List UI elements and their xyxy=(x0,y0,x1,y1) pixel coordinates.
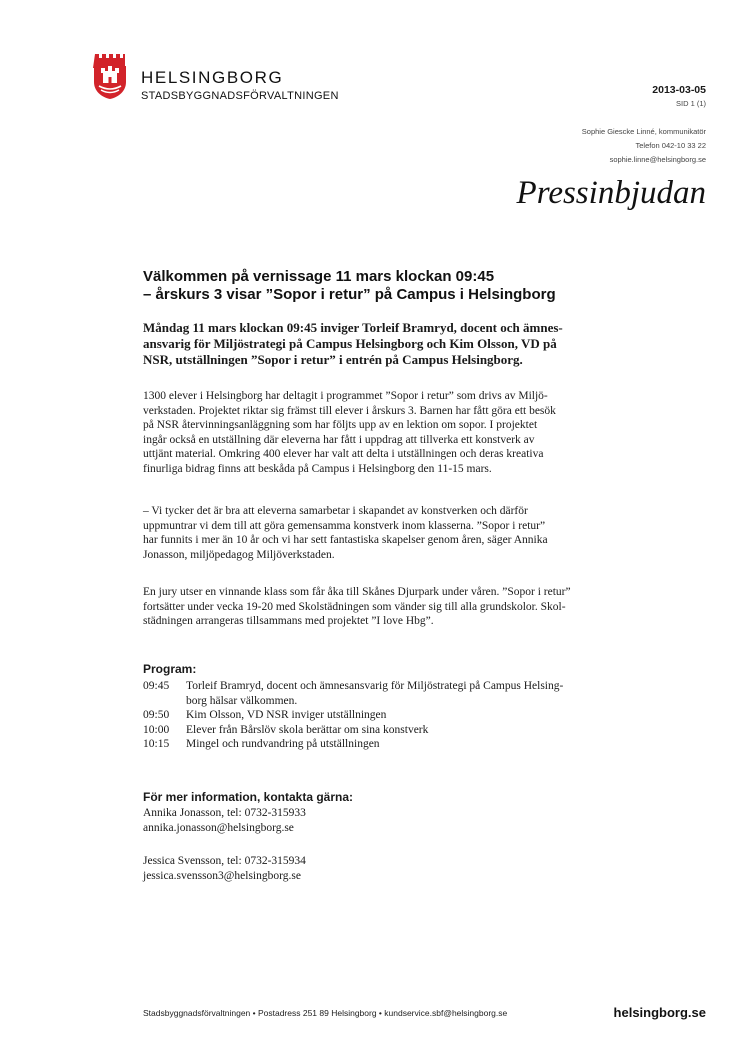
paragraph-line: har funnits i mer än 10 år och vi har sett fantastiska skapelser genom åren, säger Annika xyxy=(143,534,548,546)
program-item xyxy=(143,723,613,738)
program-description xyxy=(186,679,563,708)
paragraph-line: städningen arrangeras tillsammans med projektet ”I love Hbg”. xyxy=(143,615,434,627)
paragraph-line: Jonasson, miljöpedagog Miljöverkstaden. xyxy=(143,548,335,561)
lead-line: NSR, utställningen ”Sopor i retur” i entrén på Campus Helsingborg. xyxy=(143,352,523,367)
program-time: 10:15 xyxy=(143,738,170,750)
contact-person-name-phone: Annika Jonasson, tel: 0732-315933 xyxy=(143,807,306,819)
headline-line: Välkommen på vernissage 11 mars klockan 09:45 xyxy=(143,268,495,285)
paragraph-line: uppmuntrar vi dem till att göra gemensamma konstverk inom klasserna. ”Sopor i retur” xyxy=(143,519,546,532)
program-description-line: Kim Olsson, VD NSR inviger utställningen xyxy=(186,709,387,721)
program-description xyxy=(186,737,380,752)
paragraph-line: finurliga bidrag finns att beskåda på Campus i Helsingborg den 11-15 mars. xyxy=(143,462,492,475)
program-description-line: Mingel och rundvandring på utställningen xyxy=(186,738,380,750)
contact-person-name-phone: Jessica Svensson, tel: 0732-315934 xyxy=(143,855,306,867)
program-description-line: Torleif Bramryd, docent och ämnesansvarig för Miljöstrategi på Campus Helsing- xyxy=(186,680,564,692)
lead-line: ansvarig för Miljöstrategi på Campus Helsingborg och Kim Olsson, VD på xyxy=(143,336,557,351)
paragraph-line: på NSR återvinningsanläggning som har följts upp av en lektion om sopor. I projektet xyxy=(143,419,538,431)
contact-person-email[interactable]: jessica.svensson3@helsingborg.se xyxy=(143,870,301,882)
document-type-title: Pressinbjudan xyxy=(516,175,706,211)
paragraph-line: – Vi tycker det är bra att eleverna samarbetar i skapandet av konstverken och därför xyxy=(143,505,528,517)
program-time: 09:50 xyxy=(143,709,170,721)
headline xyxy=(143,268,663,304)
page-number: SID 1 (1) xyxy=(675,99,706,108)
program-item xyxy=(143,679,613,708)
org-name: HELSINGBORG xyxy=(141,68,284,87)
paragraph-line: ingår också en utställning där eleverna har fått i uppdrag att tillverka ett konstverk av xyxy=(143,433,535,446)
contact-name: Sophie Giescke Linné, kommunikatör xyxy=(581,127,706,136)
program-item xyxy=(143,708,613,723)
body-paragraph xyxy=(143,585,613,629)
footer-address: Stadsbyggnadsförvaltningen • Postadress 251 89 Helsingborg • kundservice.sbf@helsingborg.se xyxy=(143,1008,508,1018)
helsingborg-crest-icon xyxy=(93,50,127,100)
program-list xyxy=(143,679,613,752)
footer-website[interactable]: helsingborg.se xyxy=(613,1005,706,1020)
document-date: 2013-03-05 xyxy=(652,84,706,96)
paragraph-line: fortsätter under vecka 19-20 med Skolstädningen som vänder sig till alla grundskolor. Skol- xyxy=(143,600,566,613)
program-description-line: Elever från Bårslöv skola berättar om sina konstverk xyxy=(186,723,429,736)
program-time: 10:00 xyxy=(143,723,170,736)
contact-email: sophie.linne@helsingborg.se xyxy=(609,155,706,164)
program-time: 09:45 xyxy=(143,680,170,692)
headline-line: – årskurs 3 visar ”Sopor i retur” på Campus i Helsingborg xyxy=(143,286,556,303)
lead-line: Måndag 11 mars klockan 09:45 inviger Torleif Bramryd, docent och ämnes- xyxy=(143,320,563,335)
program-description xyxy=(186,723,428,738)
program-item xyxy=(143,737,613,752)
program-description-line: borg hälsar välkommen. xyxy=(186,694,298,707)
lead-paragraph xyxy=(143,320,613,368)
more-info-heading: För mer information, kontakta gärna: xyxy=(143,790,354,804)
contact-phone: Telefon 042-10 33 22 xyxy=(635,141,706,150)
program-heading: Program: xyxy=(143,662,197,676)
paragraph-line: verkstaden. Projektet riktar sig främst till elever i årskurs 3. Barnen har fått göra ett besök xyxy=(143,404,556,417)
contact-person-email[interactable]: annika.jonasson@helsingborg.se xyxy=(143,822,294,834)
org-department: STADSBYGGNADSFÖRVALTNINGEN xyxy=(141,90,339,102)
program-description xyxy=(186,708,386,723)
body-paragraph xyxy=(143,389,613,476)
body-paragraph xyxy=(143,504,613,562)
paragraph-line: 1300 elever i Helsingborg har deltagit i programmet ”Sopor i retur” som drivs av Miljö- xyxy=(143,390,548,402)
paragraph-line: En jury utser en vinnande klass som får åka till Skånes Djurpark under våren. ”Sopor i retur” xyxy=(143,586,571,598)
paragraph-line: uttjänt material. Omkring 400 elever har valt att delta i utställningen och deras kreativa xyxy=(143,448,544,460)
